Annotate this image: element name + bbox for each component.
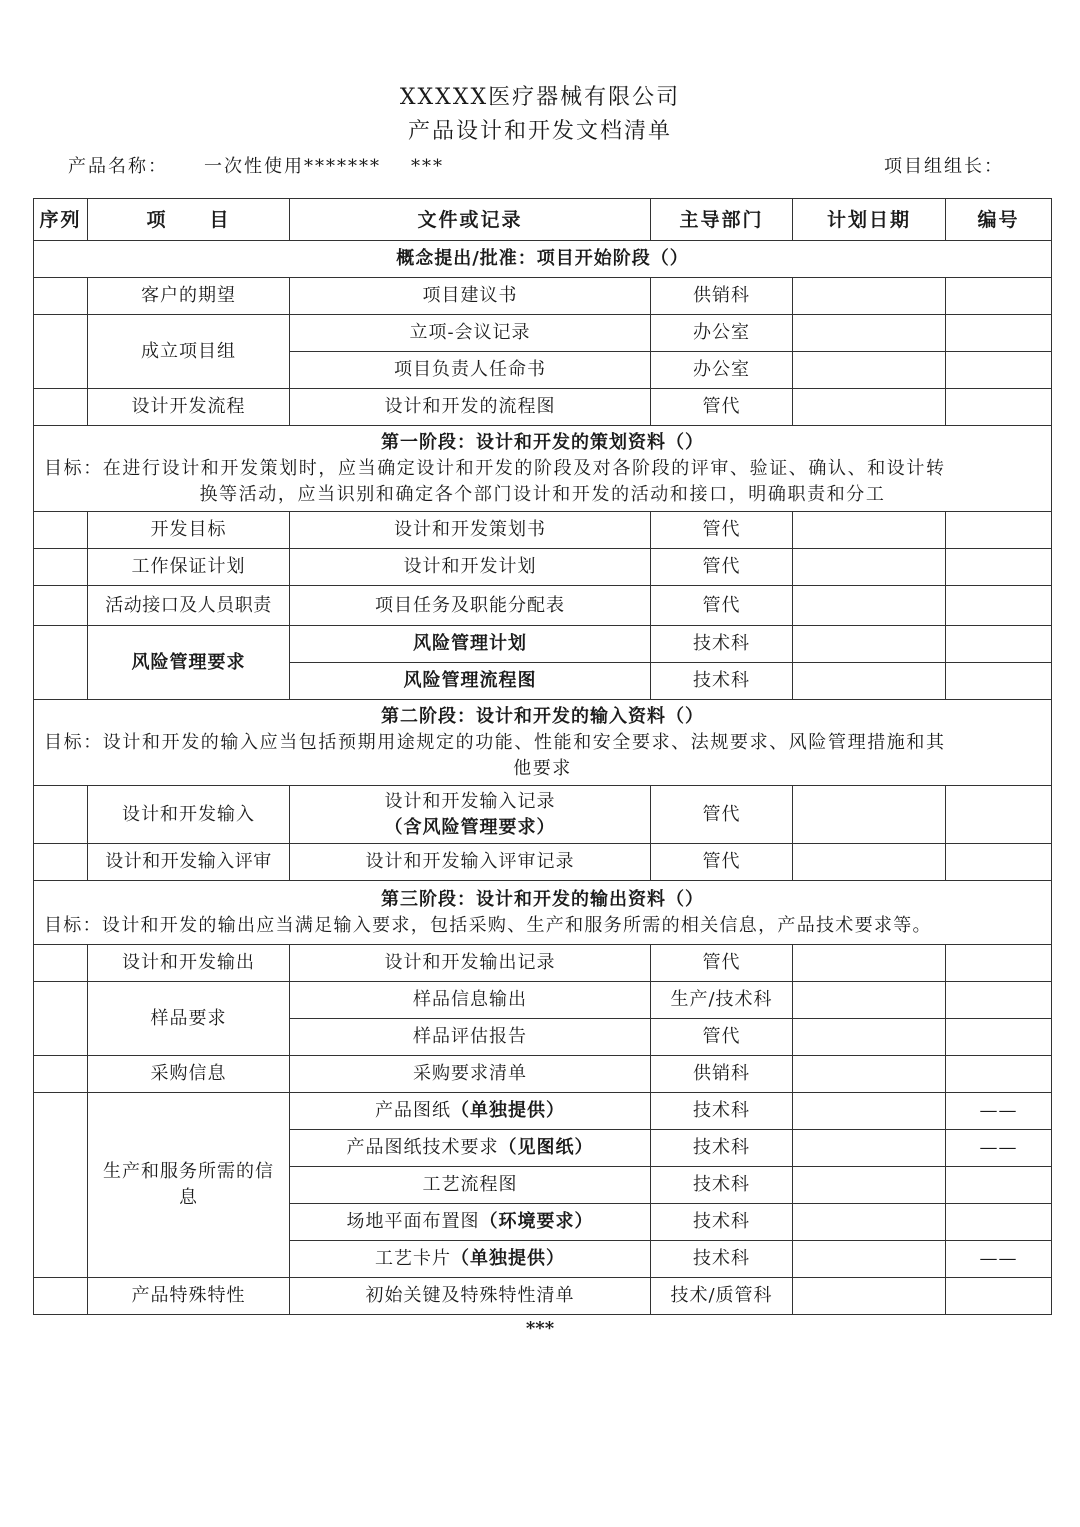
dept-cell: 管代 bbox=[651, 389, 793, 426]
item-cell: 设计和开发输入 bbox=[88, 786, 290, 844]
date-cell bbox=[793, 352, 946, 389]
seq-cell bbox=[34, 512, 88, 549]
date-cell bbox=[793, 549, 946, 586]
num-cell: —— bbox=[946, 1093, 1052, 1130]
table-header-row bbox=[34, 199, 1052, 241]
item-line2: 息 bbox=[179, 1187, 198, 1208]
item-cell: 设计和开发输出 bbox=[88, 945, 290, 982]
num-cell: —— bbox=[946, 1241, 1052, 1278]
doc-cell bbox=[290, 786, 651, 844]
date-cell bbox=[793, 278, 946, 315]
table-row bbox=[34, 389, 1052, 426]
col-header-seq: 序列 bbox=[34, 199, 88, 241]
dept-cell: 技术/质管科 bbox=[651, 1278, 793, 1315]
doc-cell: 项目任务及职能分配表 bbox=[290, 586, 651, 626]
date-cell bbox=[793, 945, 946, 982]
col-header-item: 项 目 bbox=[88, 199, 290, 241]
date-cell bbox=[793, 786, 946, 844]
num-cell bbox=[946, 1167, 1052, 1204]
date-cell bbox=[793, 1093, 946, 1130]
item-cell: 风险管理要求 bbox=[88, 626, 290, 700]
doc-cell: 立项-会议记录 bbox=[290, 315, 651, 352]
date-cell bbox=[793, 982, 946, 1019]
company-title: XXXXX医疗器械有限公司 bbox=[399, 85, 681, 110]
dept-cell: 办公室 bbox=[651, 315, 793, 352]
doc-cell bbox=[290, 1241, 651, 1278]
document-checklist-table bbox=[33, 198, 1052, 1315]
seq-cell bbox=[34, 1056, 88, 1093]
table-row bbox=[34, 1278, 1052, 1315]
dept-cell: 技术科 bbox=[651, 626, 793, 663]
doc-cell: 设计和开发策划书 bbox=[290, 512, 651, 549]
seq-cell bbox=[34, 945, 88, 982]
table-row bbox=[34, 626, 1052, 663]
section-stage3-goal-line1: 目标：设计和开发的输出应当满足输入要求，包括采购、生产和服务所需的相关信息，产品技术要求等。 bbox=[44, 914, 932, 936]
date-cell bbox=[793, 1019, 946, 1056]
col-header-num: 编号 bbox=[946, 199, 1052, 241]
section-stage3-cell bbox=[34, 881, 1052, 945]
dept-cell: 技术科 bbox=[651, 1167, 793, 1204]
product-name-value-suffix: *** bbox=[411, 156, 444, 177]
seq-cell bbox=[34, 1278, 88, 1315]
table-row bbox=[34, 945, 1052, 982]
date-cell bbox=[793, 1241, 946, 1278]
dept-cell: 供销科 bbox=[651, 1056, 793, 1093]
num-cell: —— bbox=[946, 1130, 1052, 1167]
num-cell bbox=[946, 1019, 1052, 1056]
num-cell bbox=[946, 1278, 1052, 1315]
document-title: 产品设计和开发文档清单 bbox=[407, 119, 672, 144]
col-header-dept: 主导部门 bbox=[651, 199, 793, 241]
num-cell bbox=[946, 352, 1052, 389]
doc-cell bbox=[290, 1204, 651, 1241]
item-cell: 活动接口及人员职责 bbox=[88, 586, 290, 626]
table-row bbox=[34, 1093, 1052, 1130]
date-cell bbox=[793, 389, 946, 426]
date-cell bbox=[793, 1278, 946, 1315]
section-concept-row bbox=[34, 241, 1052, 278]
section-stage2-goal-line2: 他要求 bbox=[513, 757, 572, 779]
item-cell: 设计开发流程 bbox=[88, 389, 290, 426]
dept-cell: 技术科 bbox=[651, 1204, 793, 1241]
seq-cell bbox=[34, 786, 88, 844]
doc-text: 产品图纸技术要求 bbox=[346, 1137, 499, 1158]
item-cell: 产品特殊特性 bbox=[88, 1278, 290, 1315]
doc-cell: 设计和开发计划 bbox=[290, 549, 651, 586]
dept-cell: 技术科 bbox=[651, 1093, 793, 1130]
item-cell: 采购信息 bbox=[88, 1056, 290, 1093]
num-cell bbox=[946, 945, 1052, 982]
section-stage2-title: 第二阶段：设计和开发的输入资料（） bbox=[381, 705, 704, 727]
seq-cell bbox=[34, 626, 88, 700]
section-stage2-goal-line1: 目标：设计和开发的输入应当包括预期用途规定的功能、性能和安全要求、法规要求、风险管理措施和其 bbox=[44, 731, 946, 753]
seq-cell bbox=[34, 389, 88, 426]
num-cell bbox=[946, 786, 1052, 844]
date-cell bbox=[793, 844, 946, 881]
item-cell: 工作保证计划 bbox=[88, 549, 290, 586]
seq-cell bbox=[34, 586, 88, 626]
doc-cell: 项目负责人任命书 bbox=[290, 352, 651, 389]
dept-cell: 管代 bbox=[651, 586, 793, 626]
doc-cell: 设计和开发的流程图 bbox=[290, 389, 651, 426]
doc-cell: 项目建议书 bbox=[290, 278, 651, 315]
section-stage1-goal-line1: 目标：在进行设计和开发策划时，应当确定设计和开发的阶段及对各阶段的评审、验证、确认、和设计转 bbox=[44, 457, 946, 479]
doc-note: （环境要求） bbox=[479, 1211, 594, 1232]
table-row bbox=[34, 1056, 1052, 1093]
num-cell bbox=[946, 389, 1052, 426]
col-header-date: 计划日期 bbox=[793, 199, 946, 241]
doc-line1: 设计和开发输入记录 bbox=[384, 790, 556, 812]
dept-cell: 技术科 bbox=[651, 663, 793, 700]
num-cell bbox=[946, 512, 1052, 549]
num-cell bbox=[946, 663, 1052, 700]
section-concept-title: 概念提出/批准：项目开始阶段（） bbox=[34, 241, 1052, 278]
dept-cell: 管代 bbox=[651, 945, 793, 982]
product-name-line bbox=[68, 152, 444, 178]
doc-note: （单独提供） bbox=[451, 1100, 565, 1121]
date-cell bbox=[793, 1204, 946, 1241]
dept-cell: 管代 bbox=[651, 1019, 793, 1056]
table-row bbox=[34, 586, 1052, 626]
item-cell: 成立项目组 bbox=[88, 315, 290, 389]
table-row bbox=[34, 786, 1052, 844]
doc-cell: 风险管理流程图 bbox=[290, 663, 651, 700]
doc-cell: 设计和开发输入评审记录 bbox=[290, 844, 651, 881]
dept-cell: 技术科 bbox=[651, 1130, 793, 1167]
date-cell bbox=[793, 315, 946, 352]
seq-cell bbox=[34, 982, 88, 1056]
item-line1: 生产和服务所需的信 bbox=[103, 1161, 274, 1182]
doc-cell: 初始关键及特殊特性清单 bbox=[290, 1278, 651, 1315]
num-cell bbox=[946, 549, 1052, 586]
dept-cell: 技术科 bbox=[651, 1241, 793, 1278]
date-cell bbox=[793, 586, 946, 626]
col-header-doc: 文件或记录 bbox=[290, 199, 651, 241]
section-stage3-title: 第三阶段：设计和开发的输出资料（） bbox=[381, 888, 704, 910]
section-stage1-title: 第一阶段：设计和开发的策划资料（） bbox=[381, 431, 704, 453]
dept-cell: 生产/技术科 bbox=[651, 982, 793, 1019]
item-cell: 样品要求 bbox=[88, 982, 290, 1056]
table-row bbox=[34, 512, 1052, 549]
doc-text: 场地平面布置图 bbox=[346, 1211, 480, 1232]
seq-cell bbox=[34, 549, 88, 586]
product-name-value: 一次性使用******* bbox=[204, 156, 381, 177]
doc-cell: 设计和开发输出记录 bbox=[290, 945, 651, 982]
doc-cell bbox=[290, 1093, 651, 1130]
seq-cell bbox=[34, 278, 88, 315]
doc-text: 产品图纸 bbox=[375, 1100, 451, 1121]
num-cell bbox=[946, 626, 1052, 663]
footer-mark: *** bbox=[525, 1318, 555, 1339]
doc-cell: 采购要求清单 bbox=[290, 1056, 651, 1093]
num-cell bbox=[946, 1204, 1052, 1241]
section-stage1-cell bbox=[34, 426, 1052, 512]
product-name-label: 产品名称： bbox=[68, 156, 168, 177]
date-cell bbox=[793, 1130, 946, 1167]
num-cell bbox=[946, 278, 1052, 315]
doc-cell bbox=[290, 1130, 651, 1167]
num-cell bbox=[946, 586, 1052, 626]
doc-cell: 工艺流程图 bbox=[290, 1167, 651, 1204]
dept-cell: 管代 bbox=[651, 786, 793, 844]
item-cell bbox=[88, 1093, 290, 1278]
doc-cell: 风险管理计划 bbox=[290, 626, 651, 663]
doc-note: （单独提供） bbox=[451, 1248, 565, 1269]
num-cell bbox=[946, 982, 1052, 1019]
date-cell bbox=[793, 512, 946, 549]
dept-cell: 管代 bbox=[651, 844, 793, 881]
section-stage1-goal-line2: 换等活动，应当识别和确定各个部门设计和开发的活动和接口，明确职责和分工 bbox=[199, 483, 886, 505]
dept-cell: 办公室 bbox=[651, 352, 793, 389]
doc-cell: 样品评估报告 bbox=[290, 1019, 651, 1056]
table-row bbox=[34, 549, 1052, 586]
dept-cell: 管代 bbox=[651, 549, 793, 586]
doc-note: （见图纸） bbox=[498, 1137, 594, 1158]
date-cell bbox=[793, 1167, 946, 1204]
table-row bbox=[34, 278, 1052, 315]
dept-cell: 管代 bbox=[651, 512, 793, 549]
num-cell bbox=[946, 844, 1052, 881]
table-row bbox=[34, 315, 1052, 352]
table-row bbox=[34, 844, 1052, 881]
dept-cell: 供销科 bbox=[651, 278, 793, 315]
doc-line2: （含风险管理要求） bbox=[384, 816, 556, 838]
date-cell bbox=[793, 626, 946, 663]
date-cell bbox=[793, 1056, 946, 1093]
section-stage1-row bbox=[34, 426, 1052, 512]
num-cell bbox=[946, 1056, 1052, 1093]
project-leader-label: 项目组组长： bbox=[884, 156, 1004, 177]
doc-cell: 样品信息输出 bbox=[290, 982, 651, 1019]
seq-cell bbox=[34, 315, 88, 389]
num-cell bbox=[946, 315, 1052, 352]
table-row bbox=[34, 982, 1052, 1019]
section-stage2-cell bbox=[34, 700, 1052, 786]
doc-text: 工艺卡片 bbox=[375, 1248, 451, 1269]
item-cell: 开发目标 bbox=[88, 512, 290, 549]
seq-cell bbox=[34, 1093, 88, 1278]
section-stage2-row bbox=[34, 700, 1052, 786]
item-cell: 设计和开发输入评审 bbox=[88, 844, 290, 881]
item-cell: 客户的期望 bbox=[88, 278, 290, 315]
section-stage3-row bbox=[34, 881, 1052, 945]
seq-cell bbox=[34, 844, 88, 881]
date-cell bbox=[793, 663, 946, 700]
